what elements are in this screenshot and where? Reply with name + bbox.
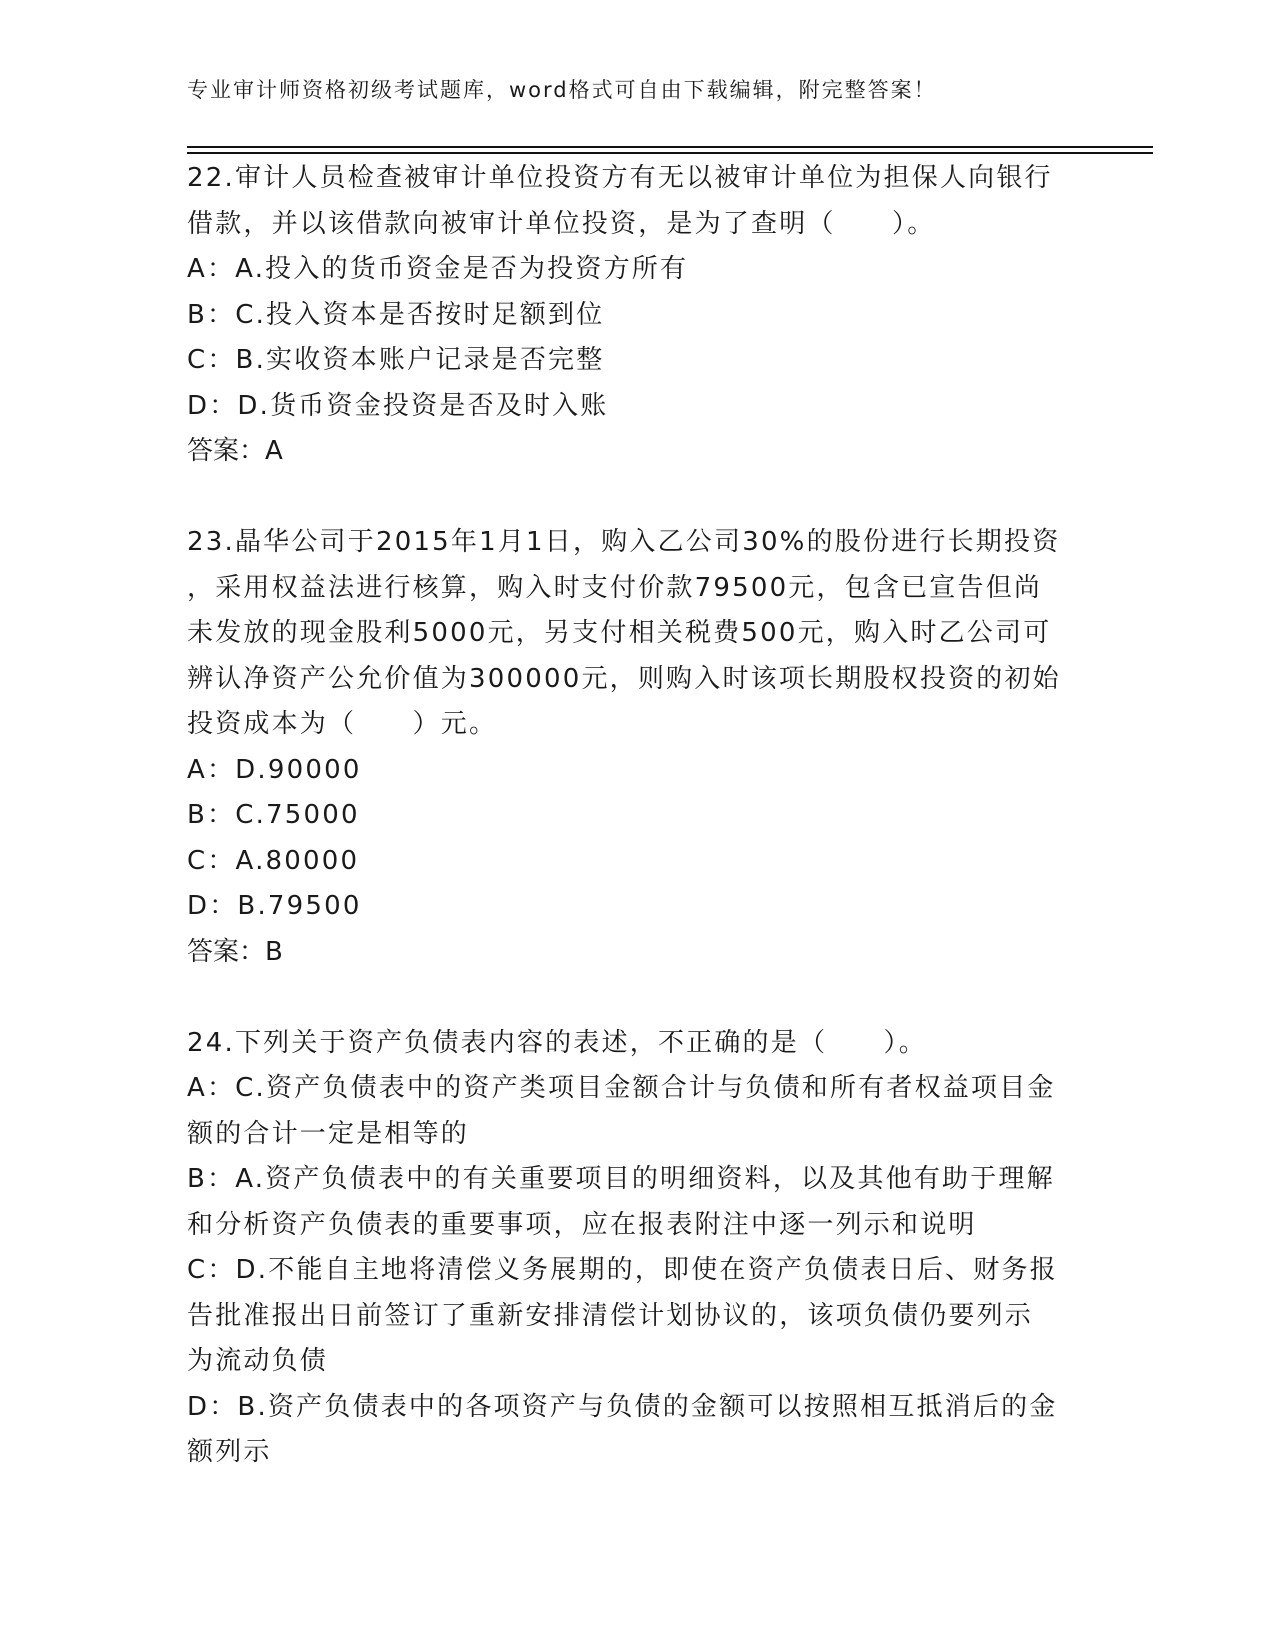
option-b-continued: 和分析资产负债表的重要事项，应在报表附注中逐一列示和说明 <box>187 1209 977 1240</box>
question-stem: 22.审计人员检查被审计单位投资方有无以被审计单位为担保人向银行 <box>187 163 1053 193</box>
answer-label: 答案：B <box>187 936 283 967</box>
option-b: B：A.资产负债表中的有关重要项目的明细资料，以及其他有助于理解 <box>187 1164 1055 1194</box>
option-b: B：C.75000 <box>187 800 360 830</box>
option-c-continued: 为流动负债 <box>187 1346 329 1376</box>
question-stem: 投资成本为（ ）元。 <box>187 709 498 739</box>
option-c-continued: 告批准报出日前签订了重新安排清偿计划协议的，该项负债仍要列示 <box>187 1300 1034 1331</box>
option-c: C：D.不能自主地将清偿义务展期的，即使在资产负债表日后、财务报 <box>187 1255 1058 1285</box>
spacer <box>187 975 1087 1021</box>
header-rule-bottom <box>187 152 1153 154</box>
option-d: D：D.货币资金投资是否及时入账 <box>187 390 609 421</box>
header-rule-top <box>187 146 1153 148</box>
spacer <box>187 475 1087 521</box>
answer-label: 答案：A <box>187 436 283 466</box>
option-d: D：B.79500 <box>187 891 362 921</box>
option-a-continued: 额的合计一定是相等的 <box>187 1118 470 1149</box>
question-list <box>187 156 1087 1476</box>
option-d-continued: 额列示 <box>187 1437 272 1467</box>
question-stem: 借款，并以该借款向被审计单位投资，是为了查明（ ）。 <box>187 208 936 239</box>
question-stem: ，采用权益法进行核算，购入时支付价款79500元，包含已宣告但尚 <box>187 572 1043 603</box>
question-23 <box>187 520 1087 975</box>
option-d: D：B.资产负债表中的各项资产与负债的金额可以按照相互抵消后的金 <box>187 1391 1058 1422</box>
page-header: 专业审计师资格初级考试题库，word格式可自由下载编辑，附完整答案！ <box>187 78 937 102</box>
question-24 <box>187 1021 1087 1476</box>
question-stem: 未发放的现金股利5000元，另支付相关税费500元，购入时乙公司可 <box>187 618 1052 648</box>
option-a: A：A.投入的货币资金是否为投资方所有 <box>187 254 689 284</box>
question-stem: 辨认净资产公允价值为300000元，则购入时该项长期股权投资的初始 <box>187 663 1061 694</box>
question-stem: 23.晶华公司于2015年1月1日，购入乙公司30%的股份进行长期投资 <box>187 527 1061 557</box>
question-22 <box>187 156 1087 475</box>
option-c: C：A.80000 <box>187 845 360 876</box>
option-a: A：D.90000 <box>187 754 362 785</box>
option-b: B：C.投入资本是否按时足额到位 <box>187 299 605 330</box>
option-a: A：C.资产负债表中的资产类项目金额合计与负债和所有者权益项目金 <box>187 1073 1056 1103</box>
question-stem: 24.下列关于资产负债表内容的表述，不正确的是（ ）。 <box>187 1027 927 1058</box>
option-c: C：B.实收资本账户记录是否完整 <box>187 345 605 375</box>
